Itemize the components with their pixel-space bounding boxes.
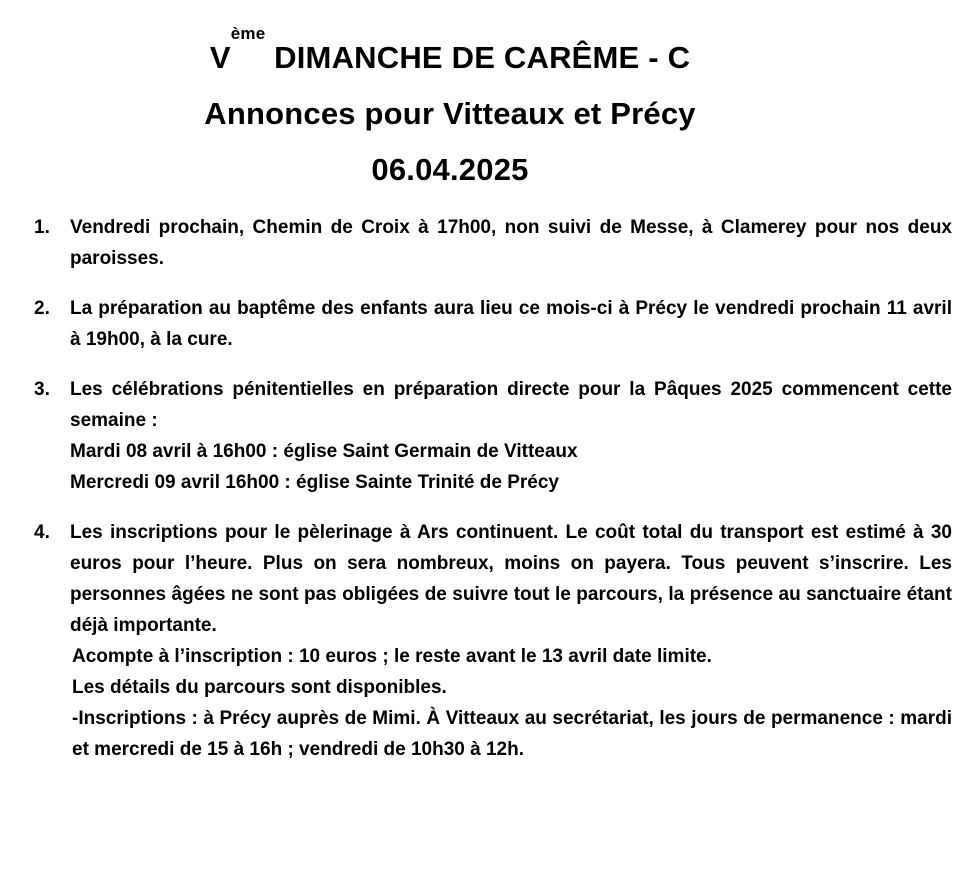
item-number: 3.	[34, 379, 50, 400]
item-text: Vendredi prochain, Chemin de Croix à 17h00, non suivi de Messe, à Clamerey pour nos deux paroisses.	[70, 217, 952, 269]
item-number: 4.	[34, 522, 50, 543]
page-date: 06.04.2025	[371, 152, 529, 187]
detail-line: Les détails du parcours sont disponibles.	[72, 677, 447, 698]
announcement-item	[34, 212, 952, 274]
page-title	[0, 24, 900, 86]
schedule-line: Mardi 08 avril à 16h00 : église Saint Germain de Vitteaux	[70, 441, 578, 462]
title-superscript: ème	[230, 24, 266, 43]
detail-line: Acompte à l’inscription : 10 euros ; le reste avant le 13 avril date limite.	[72, 646, 712, 667]
title-prefix: V	[209, 40, 231, 75]
detail-line: -Inscriptions : à Précy auprès de Mimi. À Vitteaux au secrétariat, les jours de permanence : mardi et mercredi de 15 à 16h ; vendredi de 10h30 à 12h.	[72, 708, 952, 760]
announcement-list	[34, 212, 952, 784]
item-text: Les inscriptions pour le pèlerinage à Ars continuent. Le coût total du transport est estimé à 30 euros pour l’heure. Plus on sera nombreux, moins on payera. Tous peuvent s’inscrire. Les personnes âgées ne sont pas obligées de suivre tout le parcours, la présence au sanctuaire étant déjà importante.	[70, 522, 952, 636]
document-header	[0, 24, 900, 198]
announcement-item	[34, 517, 952, 765]
title-rest: DIMANCHE DE CARÊME - C	[265, 40, 691, 75]
announcement-item	[34, 293, 952, 355]
announcement-item	[34, 374, 952, 498]
item-number: 1.	[34, 217, 50, 238]
item-text: La préparation au baptême des enfants aura lieu ce mois-ci à Précy le vendredi prochain 11 avril à 19h00, à la cure.	[70, 298, 952, 350]
page-subtitle: Annonces pour Vitteaux et Précy	[204, 96, 696, 131]
item-text: Les célébrations pénitentielles en préparation directe pour la Pâques 2025 commencent cette semaine :	[70, 379, 952, 431]
item-number: 2.	[34, 298, 50, 319]
schedule-line: Mercredi 09 avril 16h00 : église Sainte Trinité de Précy	[70, 472, 559, 493]
